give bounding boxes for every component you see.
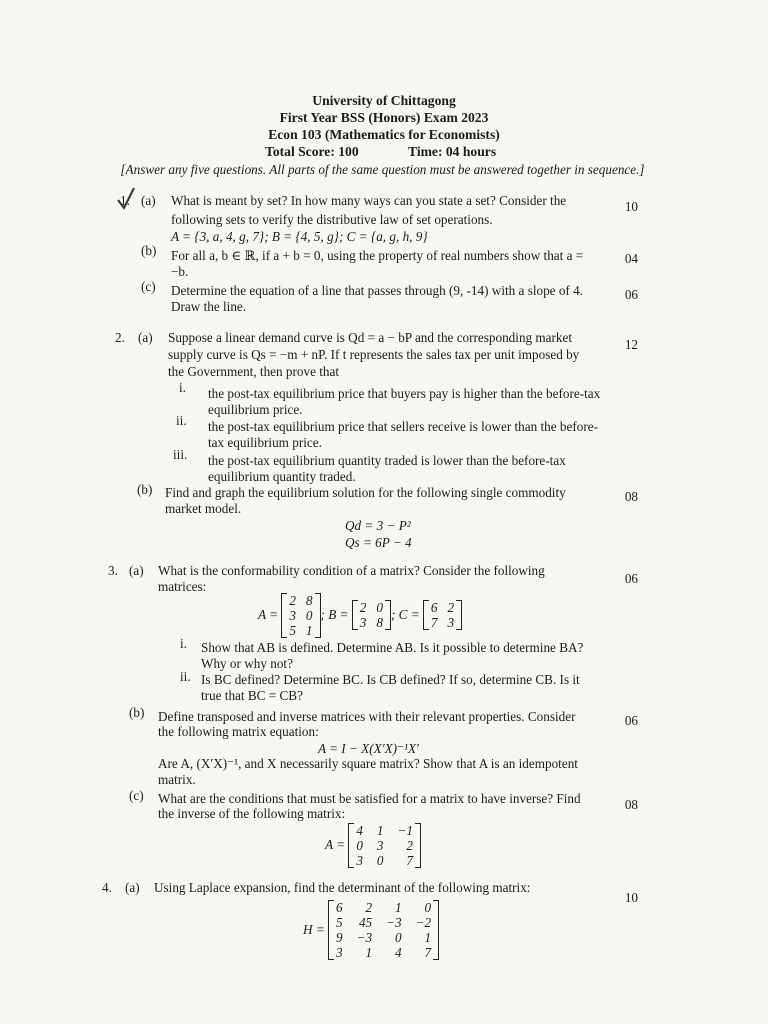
matrix-cell: 0 — [395, 930, 402, 945]
matrix-cell: 6 — [336, 900, 343, 915]
matrix-cell: 2 — [406, 837, 413, 853]
q3c-matrix — [325, 822, 421, 868]
q1a-label: (a) — [141, 193, 156, 208]
q3a-text-1: What is the conformability condition of a matrix? Consider the following — [158, 563, 545, 578]
matrix-A-label-2: A = — [325, 836, 346, 852]
matrix-cell: 3 — [356, 852, 363, 868]
q2a-item-2-l1: the post-tax equilibrium price that sellers receive is lower than the before- — [208, 419, 598, 434]
matrix-cell: 5 — [289, 622, 296, 638]
q2a-item-1-l2: equilibrium price. — [208, 402, 303, 417]
q2a-item-1-roman: i. — [179, 380, 186, 395]
q1a-text-1: What is meant by set? In how many ways can you state a set? Consider the — [171, 193, 567, 208]
q4a-matrix — [303, 899, 439, 961]
matrix-cell: 2 — [447, 600, 455, 615]
q3a-item-2-l2: true that BC = CB? — [201, 688, 303, 703]
q1c-label: (c) — [141, 279, 156, 294]
matrix-cell: 0 — [424, 900, 432, 915]
matrix-cell: 9 — [336, 930, 343, 945]
matrix-cell: 0 — [356, 837, 363, 853]
exam-title: First Year BSS (Honors) Exam 2023 — [279, 110, 489, 125]
matrix-cell: 0 — [376, 852, 384, 868]
q2a-text-3: the Government, then prove that — [168, 364, 340, 379]
q4a-marks: 10 — [624, 890, 638, 905]
q2b-marks: 08 — [624, 489, 638, 504]
q3a-text-2: matrices: — [158, 579, 207, 594]
matrix-H — [328, 900, 439, 960]
matrix-cell: 3 — [359, 615, 367, 630]
q2b-text-1: Find and graph the equilibrium solution for the following single commodity — [165, 485, 566, 500]
matrix-cell: −3 — [386, 915, 402, 930]
q2a-item-1-l1: the post-tax equilibrium price that buyers pay is higher than the before-tax — [208, 386, 601, 401]
matrix-B — [352, 600, 391, 630]
matrix-A-label: A = — [258, 606, 279, 622]
matrix-cell: 3 — [336, 945, 343, 960]
q3a-item-1-l2: Why or why not? — [201, 656, 293, 671]
q4a-text-1: Using Laplace expansion, find the determinant of the following matrix: — [154, 880, 531, 895]
exam-time: Time: 04 hours — [408, 144, 497, 159]
matrix-cell: 1 — [365, 945, 373, 960]
matrix-cell: 1 — [305, 622, 313, 638]
q1a-text-2: following sets to verify the distributive law of set operations. — [171, 212, 493, 227]
matrix-cell: 2 — [289, 592, 296, 608]
q1b-text-1: For all a, b ∈ ℝ, if a + b = 0, using the property of real numbers show that a = — [171, 248, 584, 263]
q1c-marks: 06 — [624, 287, 638, 302]
matrix-cell: 3 — [376, 837, 384, 853]
q3b-matrix-equation: A = I − X(X′X)⁻¹X′ — [318, 741, 419, 756]
q3b-text-2: the following matrix equation: — [158, 724, 319, 739]
matrix-cell: 2 — [365, 900, 373, 915]
total-score: Total Score: 100 — [265, 144, 359, 159]
q2a-label: (a) — [138, 330, 153, 345]
matrix-cell: 7 — [424, 945, 432, 960]
q1b-label: (b) — [141, 243, 157, 258]
q2-number: 2. — [115, 330, 125, 345]
q1b-marks: 04 — [624, 251, 638, 266]
q2a-text-2: supply curve is Qs = −m + nP. If t represents the sales tax per unit imposed by — [168, 347, 580, 362]
course-title: Econ 103 (Mathematics for Economists) — [268, 127, 500, 142]
q3a-marks: 06 — [624, 571, 638, 586]
q3a-label: (a) — [129, 563, 144, 578]
matrix-A-inverse-target — [348, 823, 421, 868]
q2a-item-2-l2: tax equilibrium price. — [208, 435, 322, 450]
q2a-item-3-l1: the post-tax equilibrium quantity traded is lower than the before-tax — [208, 453, 566, 468]
matrix-cell: 5 — [336, 915, 343, 930]
q3a-item-2-l1: Is BC defined? Determine BC. Is CB defined? If so, determine CB. Is it — [201, 672, 580, 687]
matrix-cell: 0 — [305, 607, 313, 623]
matrix-cell: 4 — [395, 945, 402, 960]
q2a-text-1: Suppose a linear demand curve is Qd = a − bP and the corresponding market — [168, 330, 573, 345]
q1-number: 1. — [120, 193, 130, 208]
q3c-label: (c) — [129, 788, 144, 803]
matrix-B-label: ; B = — [320, 606, 349, 622]
q3-number: 3. — [108, 563, 118, 578]
matrix-cell: 0 — [376, 600, 383, 615]
matrix-cell: 2 — [359, 600, 367, 615]
matrix-cell: −2 — [415, 915, 432, 930]
matrix-cell: 45 — [358, 915, 373, 930]
q2a-item-3-roman: iii. — [173, 447, 188, 462]
q1b-text-2: −b. — [171, 264, 189, 279]
matrix-cell: 7 — [406, 852, 413, 868]
q4-number: 4. — [102, 880, 112, 895]
q2b-label: (b) — [137, 482, 153, 497]
q2a-item-3-l2: equilibrium quantity traded. — [208, 469, 356, 484]
q2b-demand-eq: Qd = 3 − P² — [345, 518, 411, 533]
matrix-H-label: H = — [303, 921, 325, 937]
matrix-C — [423, 600, 462, 630]
q1c-text-2: Draw the line. — [171, 299, 247, 314]
q3b-marks: 06 — [624, 713, 638, 728]
q3a-item-1-roman: i. — [180, 636, 187, 651]
q2a-marks: 12 — [624, 337, 638, 352]
matrix-cell: 6 — [430, 600, 438, 615]
matrix-cell: 8 — [376, 615, 383, 630]
q3a-matrices — [258, 593, 462, 637]
q3c-text-1: What are the conditions that must be satisfied for a matrix to have inverse? Find — [158, 791, 581, 806]
q3a-item-1-l1: Show that AB is defined. Determine AB. Is it possible to determine BA? — [201, 640, 584, 655]
matrix-cell: 1 — [395, 900, 402, 915]
matrix-cell: 1 — [424, 930, 432, 945]
q3b-text-1: Define transposed and inverse matrices with their relevant properties. Consider — [158, 709, 576, 724]
matrix-cell: 4 — [356, 822, 363, 838]
matrix-cell: 7 — [430, 615, 438, 630]
q1c-text-1: Determine the equation of a line that passes through (9, -14) with a slope of 4. — [171, 283, 583, 298]
q2b-supply-eq: Qs = 6P − 4 — [345, 535, 412, 550]
q3b-text-4: matrix. — [158, 772, 196, 787]
instruction: [Answer any five questions. All parts of the same question must be answered together in sequence.] — [120, 162, 645, 177]
q2b-text-2: market model. — [165, 501, 242, 516]
matrix-A — [281, 593, 320, 638]
matrix-cell: −1 — [397, 822, 413, 838]
matrix-cell: 8 — [305, 592, 313, 608]
q3c-marks: 08 — [624, 797, 638, 812]
matrix-cell: 3 — [447, 615, 455, 630]
q3c-text-2: the inverse of the following matrix: — [158, 806, 346, 821]
q1a-marks: 10 — [624, 199, 638, 214]
q2a-item-2-roman: ii. — [176, 413, 187, 428]
q4a-label: (a) — [125, 880, 140, 895]
q1a-sets: A = {3, a, 4, g, 7}; B = {4, 5, g}; C = {a, g, h, 9} — [171, 229, 428, 244]
matrix-C-label: ; C = — [390, 606, 420, 622]
matrix-cell: 1 — [376, 822, 384, 838]
q3b-label: (b) — [129, 705, 145, 720]
university-name: University of Chittagong — [312, 93, 456, 108]
matrix-cell: 3 — [289, 607, 296, 623]
q3a-item-2-roman: ii. — [180, 669, 191, 684]
q3b-text-3: Are A, (X′X)⁻¹, and X necessarily square matrix? Show that A is an idempotent — [158, 756, 578, 771]
matrix-cell: −3 — [356, 930, 373, 945]
